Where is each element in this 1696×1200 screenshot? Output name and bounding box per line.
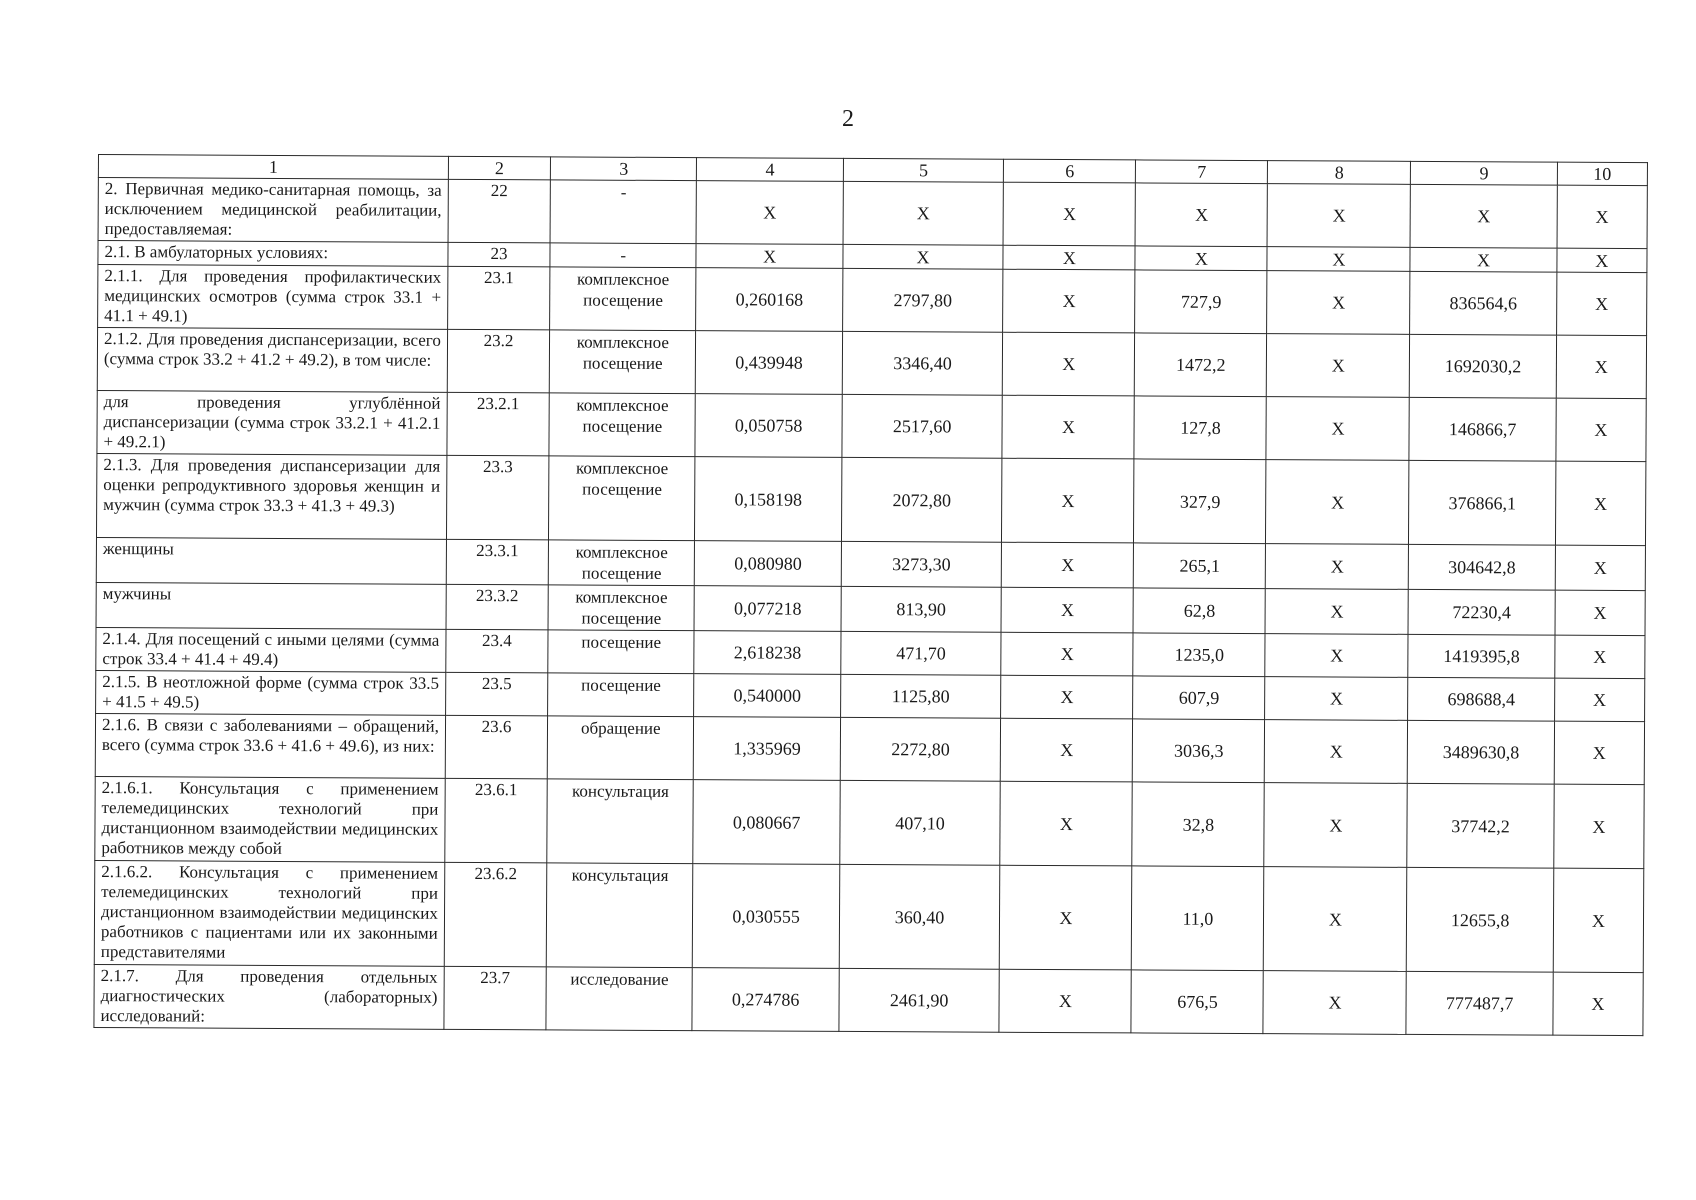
table-row <box>96 453 1645 545</box>
value-cell: 72230,4 <box>1408 589 1555 635</box>
table-row <box>97 390 1646 461</box>
value-cell: 0,260168 <box>696 268 843 332</box>
value-cell: 0,080667 <box>693 780 840 865</box>
value-cell: 1235,0 <box>1133 633 1265 677</box>
table-row <box>95 776 1644 868</box>
value-cell: 1419395,8 <box>1408 634 1555 678</box>
value-cell: Х <box>1000 865 1133 970</box>
value-cell: Х <box>1555 461 1646 545</box>
row-code: 23.2.1 <box>447 392 550 456</box>
column-number: 9 <box>1411 161 1557 185</box>
value-cell: Х <box>1557 248 1647 272</box>
column-number: 4 <box>697 158 843 182</box>
row-code: 23.6.2 <box>444 862 547 967</box>
row-name: 2.1.4. Для посещений с иными целями (сумма строк 33.4 + 41.4 + 49.4) <box>96 627 446 672</box>
row-name: 2. Первичная медико-санитарная помощь, за исключением медицинской реабилитации, предоставляемая: <box>98 178 448 243</box>
value-cell: 376866,1 <box>1409 460 1556 545</box>
value-cell: Х <box>999 969 1131 1033</box>
value-cell: Х <box>1003 332 1135 396</box>
unit-cell: - <box>550 243 696 268</box>
row-name: мужчины <box>96 582 446 629</box>
table-row <box>96 582 1645 635</box>
value-cell: Х <box>1557 185 1648 248</box>
value-cell: Х <box>1266 460 1409 545</box>
value-cell: 0,158198 <box>695 457 842 542</box>
value-cell: 3489630,8 <box>1408 720 1555 784</box>
unit-cell: комплексное посещение <box>548 585 695 631</box>
row-code: 23.6.1 <box>445 778 548 863</box>
unit-cell: посещение <box>548 673 695 717</box>
value-cell: 2,618238 <box>694 631 841 675</box>
value-cell: Х <box>1267 334 1410 398</box>
value-cell: 1,335969 <box>694 717 841 781</box>
row-code: 23.7 <box>444 966 547 1030</box>
value-cell: Х <box>843 244 1004 269</box>
value-cell: 836564,6 <box>1410 271 1557 335</box>
value-cell: 0,050758 <box>695 394 842 458</box>
row-code: 23.3 <box>446 455 549 540</box>
value-cell: Х <box>1135 183 1267 247</box>
column-number: 2 <box>448 156 550 180</box>
unit-cell: консультация <box>547 779 694 864</box>
value-cell: 607,9 <box>1133 676 1265 720</box>
value-cell: Х <box>1554 721 1645 784</box>
value-cell: Х <box>1003 269 1135 333</box>
table-row <box>98 265 1647 336</box>
row-name: 2.1.2. Для проведения диспансеризации, всего (сумма строк 33.2 + 41.2 + 49.2), в том числе: <box>97 328 447 393</box>
value-cell: 698688,4 <box>1408 677 1555 721</box>
value-cell: Х <box>1410 247 1556 272</box>
value-cell: 12655,8 <box>1407 867 1554 972</box>
value-cell: Х <box>1265 720 1408 784</box>
value-cell: Х <box>1001 718 1133 782</box>
value-cell: 2797,80 <box>842 268 1003 332</box>
value-cell: Х <box>1001 675 1133 719</box>
value-cell: 327,9 <box>1134 459 1266 544</box>
row-code: 23 <box>448 242 550 267</box>
column-number: 1 <box>98 155 448 180</box>
unit-cell: комплексное посещение <box>550 267 697 331</box>
unit-cell: комплексное посещение <box>549 330 696 394</box>
value-cell: 1692030,2 <box>1410 334 1557 398</box>
value-cell: Х <box>1002 395 1134 459</box>
row-name: 2.1.5. В неотложной форме (сумма строк 33.5 + 41.5 + 49.5) <box>96 670 446 715</box>
value-cell: Х <box>1002 542 1134 588</box>
table-row <box>94 860 1644 972</box>
value-cell: Х <box>1555 545 1645 590</box>
row-code: 23.3.2 <box>446 584 549 630</box>
value-cell: 265,1 <box>1134 543 1266 589</box>
value-cell: 3273,30 <box>841 541 1002 587</box>
value-cell: 3036,3 <box>1133 719 1265 783</box>
value-cell: Х <box>1135 246 1267 271</box>
unit-cell: посещение <box>548 630 695 674</box>
row-name: 2.1.1. Для проведения профилактических медицинских осмотров (сумма строк 33.1 + 41.1 + 49.1) <box>98 265 448 330</box>
medical-volume-table <box>93 154 1648 1036</box>
value-cell: Х <box>1002 458 1134 543</box>
page-number: 2 <box>842 106 854 132</box>
value-cell: 0,540000 <box>694 674 841 718</box>
value-cell: 32,8 <box>1132 782 1264 867</box>
table-row <box>94 964 1643 1035</box>
value-cell: 777487,7 <box>1406 971 1553 1035</box>
value-cell: Х <box>1263 971 1406 1035</box>
value-cell: 471,70 <box>841 631 1002 675</box>
value-cell: 0,077218 <box>694 586 841 632</box>
value-cell: Х <box>1555 635 1645 678</box>
value-cell: 146866,7 <box>1409 397 1556 461</box>
unit-cell: обращение <box>547 716 694 780</box>
row-name: для проведения углублённой диспансеризации (сумма строк 33.2.1 + 41.2.1 + 49.2.1) <box>97 390 447 455</box>
value-cell: Х <box>1003 245 1135 270</box>
value-cell: Х <box>697 181 844 245</box>
value-cell: 3346,40 <box>842 331 1003 395</box>
column-number: 7 <box>1136 160 1268 184</box>
value-cell: Х <box>1001 587 1133 633</box>
row-code: 23.2 <box>447 329 550 393</box>
value-cell: 62,8 <box>1133 588 1265 634</box>
row-name: 2.1.3. Для проведения диспансеризации для оценки репродуктивного здоровья женщин и мужчин (сумма строк 33.3 + 41.3 + 49.3) <box>96 453 446 539</box>
unit-cell: комплексное посещение <box>548 540 695 586</box>
value-cell: Х <box>1556 398 1647 461</box>
value-cell: 727,9 <box>1135 270 1267 334</box>
row-code: 23.4 <box>446 629 549 673</box>
value-cell: Х <box>1553 972 1644 1035</box>
value-cell: Х <box>696 244 842 269</box>
unit-cell: - <box>550 180 697 244</box>
value-cell: Х <box>1267 184 1410 248</box>
row-code: 23.3.1 <box>446 539 549 585</box>
value-cell: Х <box>1267 271 1410 335</box>
value-cell: 2461,90 <box>839 968 1000 1032</box>
row-name: 2.1.6. В связи с заболеваниями – обращений, всего (сумма строк 33.6 + 41.6 + 49.6), из них: <box>95 713 445 778</box>
value-cell: Х <box>1266 544 1409 590</box>
value-cell: Х <box>1001 632 1133 676</box>
row-code: 22 <box>448 179 551 243</box>
value-cell: Х <box>1264 867 1408 972</box>
row-name: 2.1.7. Для проведения отдельных диагностических (лабораторных) исследований: <box>94 964 444 1029</box>
value-cell: 2072,80 <box>841 457 1002 542</box>
row-name: 2.1.6.2. Консультация с применением телемедицинских технологий при дистанционном взаимодействии медицинских работников с пациентами или их законными представителями <box>94 860 444 966</box>
table-row <box>97 328 1646 399</box>
value-cell: 813,90 <box>841 586 1002 632</box>
value-cell: Х <box>1266 397 1409 461</box>
value-cell: Х <box>1000 781 1132 866</box>
value-cell: 676,5 <box>1131 970 1263 1034</box>
value-cell: 11,0 <box>1132 866 1265 971</box>
value-cell: Х <box>1555 590 1645 635</box>
value-cell: 0,080980 <box>695 541 842 587</box>
row-name: 2.1. В амбулаторных условиях: <box>98 241 448 267</box>
table-row <box>98 178 1647 249</box>
row-code: 23.1 <box>447 266 550 330</box>
table-row <box>96 537 1645 590</box>
value-cell: Х <box>1554 784 1645 868</box>
value-cell: 0,274786 <box>692 968 839 1032</box>
value-cell: 360,40 <box>839 864 1000 969</box>
table-row <box>95 713 1644 784</box>
value-cell: Х <box>1265 634 1408 678</box>
unit-cell: исследование <box>546 967 693 1031</box>
value-cell: Х <box>1265 589 1408 635</box>
value-cell: Х <box>843 181 1004 245</box>
column-number: 10 <box>1557 162 1647 185</box>
column-number: 6 <box>1004 159 1136 183</box>
value-cell: 304642,8 <box>1409 544 1556 590</box>
value-cell: 0,439948 <box>696 331 843 395</box>
row-name: 2.1.6.1. Консультация с применением телемедицинских технологий при дистанционном взаимодействии медицинских работников между собой <box>95 776 445 862</box>
row-name: женщины <box>96 537 446 584</box>
value-cell: Х <box>1264 783 1407 868</box>
value-cell: Х <box>1267 247 1410 272</box>
value-cell: 2517,60 <box>842 394 1003 458</box>
row-code: 23.6 <box>445 715 548 779</box>
value-cell: Х <box>1554 678 1644 721</box>
value-cell: 1472,2 <box>1135 333 1267 397</box>
column-number: 5 <box>843 158 1004 182</box>
row-code: 23.5 <box>445 672 548 716</box>
value-cell: 2272,80 <box>840 717 1001 781</box>
value-cell: 37742,2 <box>1407 783 1554 868</box>
column-number: 8 <box>1268 161 1411 185</box>
value-cell: 0,030555 <box>693 864 840 969</box>
value-cell: Х <box>1003 182 1135 246</box>
value-cell: 1125,80 <box>840 674 1001 718</box>
value-cell: Х <box>1265 677 1408 721</box>
value-cell: Х <box>1556 335 1647 398</box>
column-number: 3 <box>551 157 697 181</box>
value-cell: Х <box>1553 868 1644 972</box>
value-cell: 407,10 <box>840 780 1001 865</box>
unit-cell: комплексное посещение <box>549 393 696 457</box>
value-cell: Х <box>1556 272 1647 335</box>
unit-cell: консультация <box>546 863 693 968</box>
value-cell: 127,8 <box>1134 396 1266 460</box>
value-cell: Х <box>1410 184 1557 248</box>
unit-cell: комплексное посещение <box>549 456 696 541</box>
